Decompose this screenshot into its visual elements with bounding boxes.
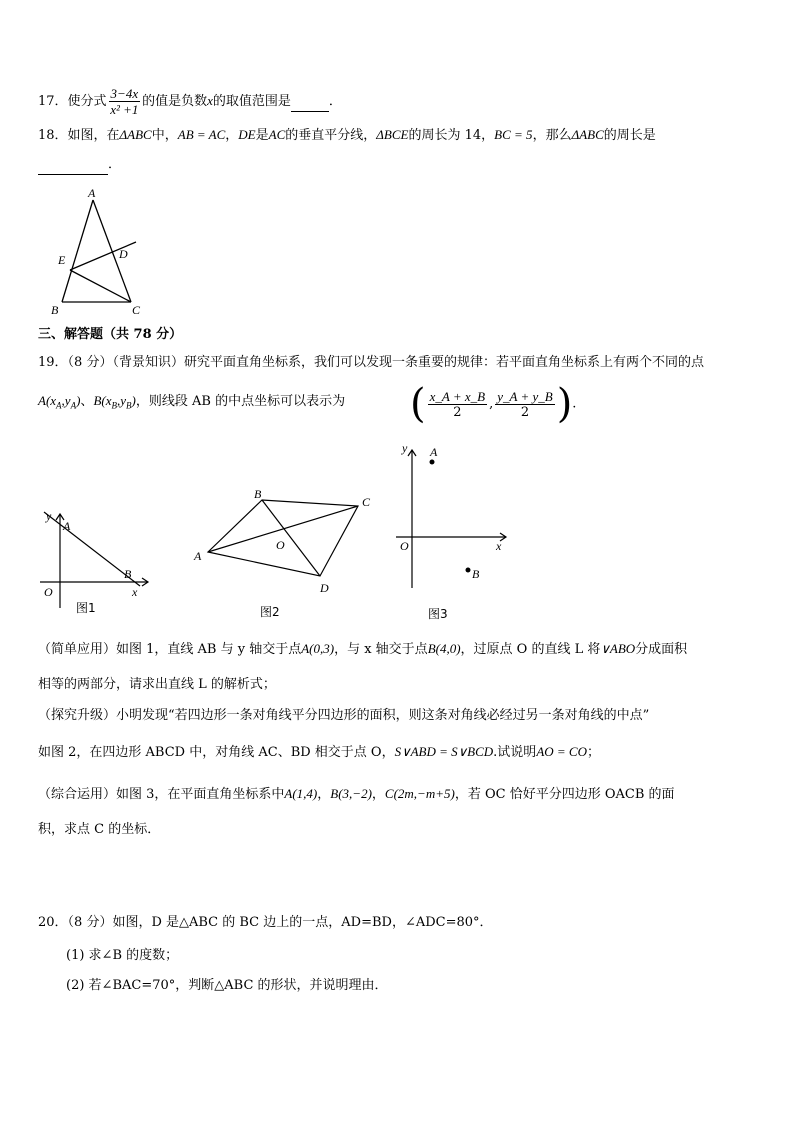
q18-text-c: ， — [225, 128, 239, 143]
q19-p1-a: （简单应用）如图 1，直线 AB 与 y 轴交于点 — [38, 642, 302, 657]
q19-p1-d: 分成面积 — [635, 642, 688, 657]
q19-p3-b: ，若 OC 恰好平分四边形 OACB 的面 — [454, 787, 675, 802]
q19-p2-eq2: AO = CO — [536, 744, 587, 759]
q17-mid: 的值是负数 — [142, 94, 208, 109]
q18-label-D: D — [119, 247, 128, 261]
q17-suffix: 的取值范围是 — [212, 94, 291, 109]
q17-fraction — [109, 86, 141, 117]
fig2-label-A: A — [194, 549, 202, 563]
q18-ac: AC — [268, 127, 286, 142]
q19-part2-line2 — [38, 743, 600, 762]
q19-p1-point-a: A(0,3) — [301, 641, 335, 656]
fig2-label-C: C — [362, 495, 371, 509]
fig3-label-x: x — [496, 539, 502, 553]
q19-p3-s1: ， — [317, 787, 331, 802]
q19-frac1-den: 2 — [453, 404, 462, 420]
q19-p1-c: ，过原点 O 的直线 L 将 — [460, 642, 601, 657]
q19-point-a-end: ) — [76, 393, 81, 408]
q19-p2-c: ； — [586, 745, 600, 760]
q19-point-b-end: ) — [131, 393, 136, 408]
q19-p3-s2: ， — [371, 787, 385, 802]
q17-answer-blank[interactable] — [291, 93, 329, 112]
q19-p3-point-b: B(3,−2) — [330, 786, 372, 801]
q19-part1-line2: 相等的两部分，请求出直线 L 的解析式； — [38, 677, 276, 692]
q19-frac2-den: 2 — [520, 404, 530, 420]
q19-figure-2 — [190, 486, 380, 624]
q19-p1-tri: ∨ABO — [600, 641, 636, 656]
q18-text-h: 的周长是 — [603, 128, 656, 143]
q19-p2-a: 如图 2，在四边形 ABCD 中，对角线 AC、BD 相交于点 O， — [38, 745, 395, 760]
q19-p3-point-c: C(2m,−m+5) — [384, 786, 455, 801]
fig3-caption: 图3 — [428, 607, 448, 621]
fig1-label-x: x — [132, 585, 138, 599]
q19-p1-b: ，与 x 轴交于点 — [334, 642, 428, 657]
q18-text-b: 中， — [151, 128, 178, 143]
q17-numerator: 3−4x — [110, 86, 139, 101]
q19-figure-1 — [36, 508, 156, 620]
q19-p2-b: .试说明 — [493, 745, 537, 760]
q19-frac2-num: y_A + y_B — [497, 388, 553, 404]
q18-triangle-figure — [46, 186, 156, 320]
q17-denominator: x² +1 — [110, 102, 139, 117]
q18-label-E: E — [58, 253, 66, 267]
q18-tri2: ΔBCE — [376, 127, 409, 142]
fig1-label-y: y — [46, 509, 52, 523]
fig3-label-O: O — [400, 539, 409, 553]
q19-point-a-sub1: A — [56, 400, 62, 411]
q19-point-a-mid: ,y — [61, 393, 71, 408]
question-20-sub1: (1) 求∠B 的度数； — [66, 948, 179, 963]
q19-left-paren-icon: ( — [410, 381, 426, 427]
question-18-line1 — [38, 126, 656, 145]
q19-mid-text: ，则线段 AB 的中点坐标可以表示为 — [135, 394, 346, 409]
fig2-caption: 图2 — [260, 605, 280, 619]
fig1-label-A: A — [63, 519, 71, 533]
q18-text-d: 是 — [255, 128, 269, 143]
q19-p3-point-a: A(1,4) — [284, 786, 318, 801]
q19-sep: 、 — [80, 394, 94, 409]
q18-label-C: C — [132, 303, 141, 317]
q19-p1-point-b: B(4,0) — [427, 641, 461, 656]
q18-answer-blank[interactable] — [38, 156, 108, 175]
fig3-label-A: A — [430, 445, 438, 459]
q19-frac1 — [428, 389, 487, 420]
q19-line1: 19．（8 分）（背景知识）研究平面直角坐标系，我们可以发现一条重要的规律：若平面直角坐标系上有两个不同的点 — [38, 355, 704, 370]
fig3-point-B — [466, 568, 471, 573]
fig2-label-B: B — [254, 487, 262, 501]
q19-point-b-mid: ,y — [116, 393, 127, 408]
q17-prefix: 17．使分式 — [38, 94, 107, 109]
section-3-title: 三、解答题（共 78 分） — [38, 327, 183, 342]
q17-end: ． — [328, 94, 342, 109]
question-20-line1: 20．（8 分）如图，D 是△ABC 的 BC 边上的一点，AD=BD，∠ADC=80°． — [38, 915, 493, 930]
fig1-caption: 图1 — [76, 601, 96, 615]
q19-point-b-sub1: B — [111, 400, 117, 411]
q18-label-B: B — [51, 303, 59, 317]
q17-var: x — [207, 93, 213, 108]
q19-part2-line1: （探究升级）小明发现“若四边形一条对角线平分四边形的面积，则这条对角线必经过另一条对角线的中点” — [38, 708, 650, 723]
q19-frac1-num: x_A + x_B — [429, 388, 486, 404]
q19-point-a-sub2: A — [70, 400, 77, 411]
q19-p3-a: （综合运用）如图 3，在平面直角坐标系中 — [38, 787, 285, 802]
q18-de: DE — [238, 127, 256, 142]
q18-tri1: ΔABC — [119, 127, 152, 142]
question-17 — [38, 86, 342, 117]
q18-text-e: 的垂直平分线， — [285, 128, 377, 143]
q19-point-b: B(x — [93, 393, 112, 408]
fig2-label-D: D — [320, 581, 329, 595]
q19-figure-3 — [394, 440, 514, 624]
q19-point-b-sub2: B — [126, 400, 132, 411]
question-18-line2 — [38, 156, 121, 175]
q18-text-f: 的周长为 14， — [408, 128, 495, 143]
fig3-point-A — [430, 460, 435, 465]
q18-eq1: AB = AC — [177, 127, 226, 142]
fig3-label-B: B — [472, 567, 480, 581]
fig2-label-O: O — [276, 538, 285, 552]
q19-point-a: A(x — [38, 393, 57, 408]
q19-part3-line2: 积，求点 C 的坐标． — [38, 822, 161, 837]
q18-label-A: A — [88, 186, 96, 200]
q19-right-paren-icon: ) — [556, 381, 573, 427]
q19-part1-line1 — [38, 640, 687, 659]
q18-text-g: ，那么 — [532, 128, 572, 143]
q19-frac2 — [495, 389, 554, 420]
fig3-label-y: y — [402, 441, 408, 455]
q19-p2-eq: S∨ABD = S∨BCD — [394, 744, 494, 759]
q18-bc: BC = 5 — [494, 127, 533, 142]
q18-text-a: 18．如图，在 — [38, 128, 120, 143]
q19-line2 — [38, 392, 345, 415]
q19-midpoint-formula: ( $\frac{x\_A + x\_B}{2}$ , $\frac{y\_A + y\_B}{2}$ ). — [410, 381, 577, 427]
q18-end: ． — [108, 157, 122, 172]
fig1-label-O: O — [44, 585, 53, 599]
fig1-label-B: B — [124, 567, 132, 581]
question-20-sub2: (2) 若∠BAC=70°，判断△ABC 的形状，并说明理由． — [66, 978, 388, 993]
q19-part3-line1 — [38, 785, 675, 804]
q18-tri3: ΔABC — [571, 127, 604, 142]
